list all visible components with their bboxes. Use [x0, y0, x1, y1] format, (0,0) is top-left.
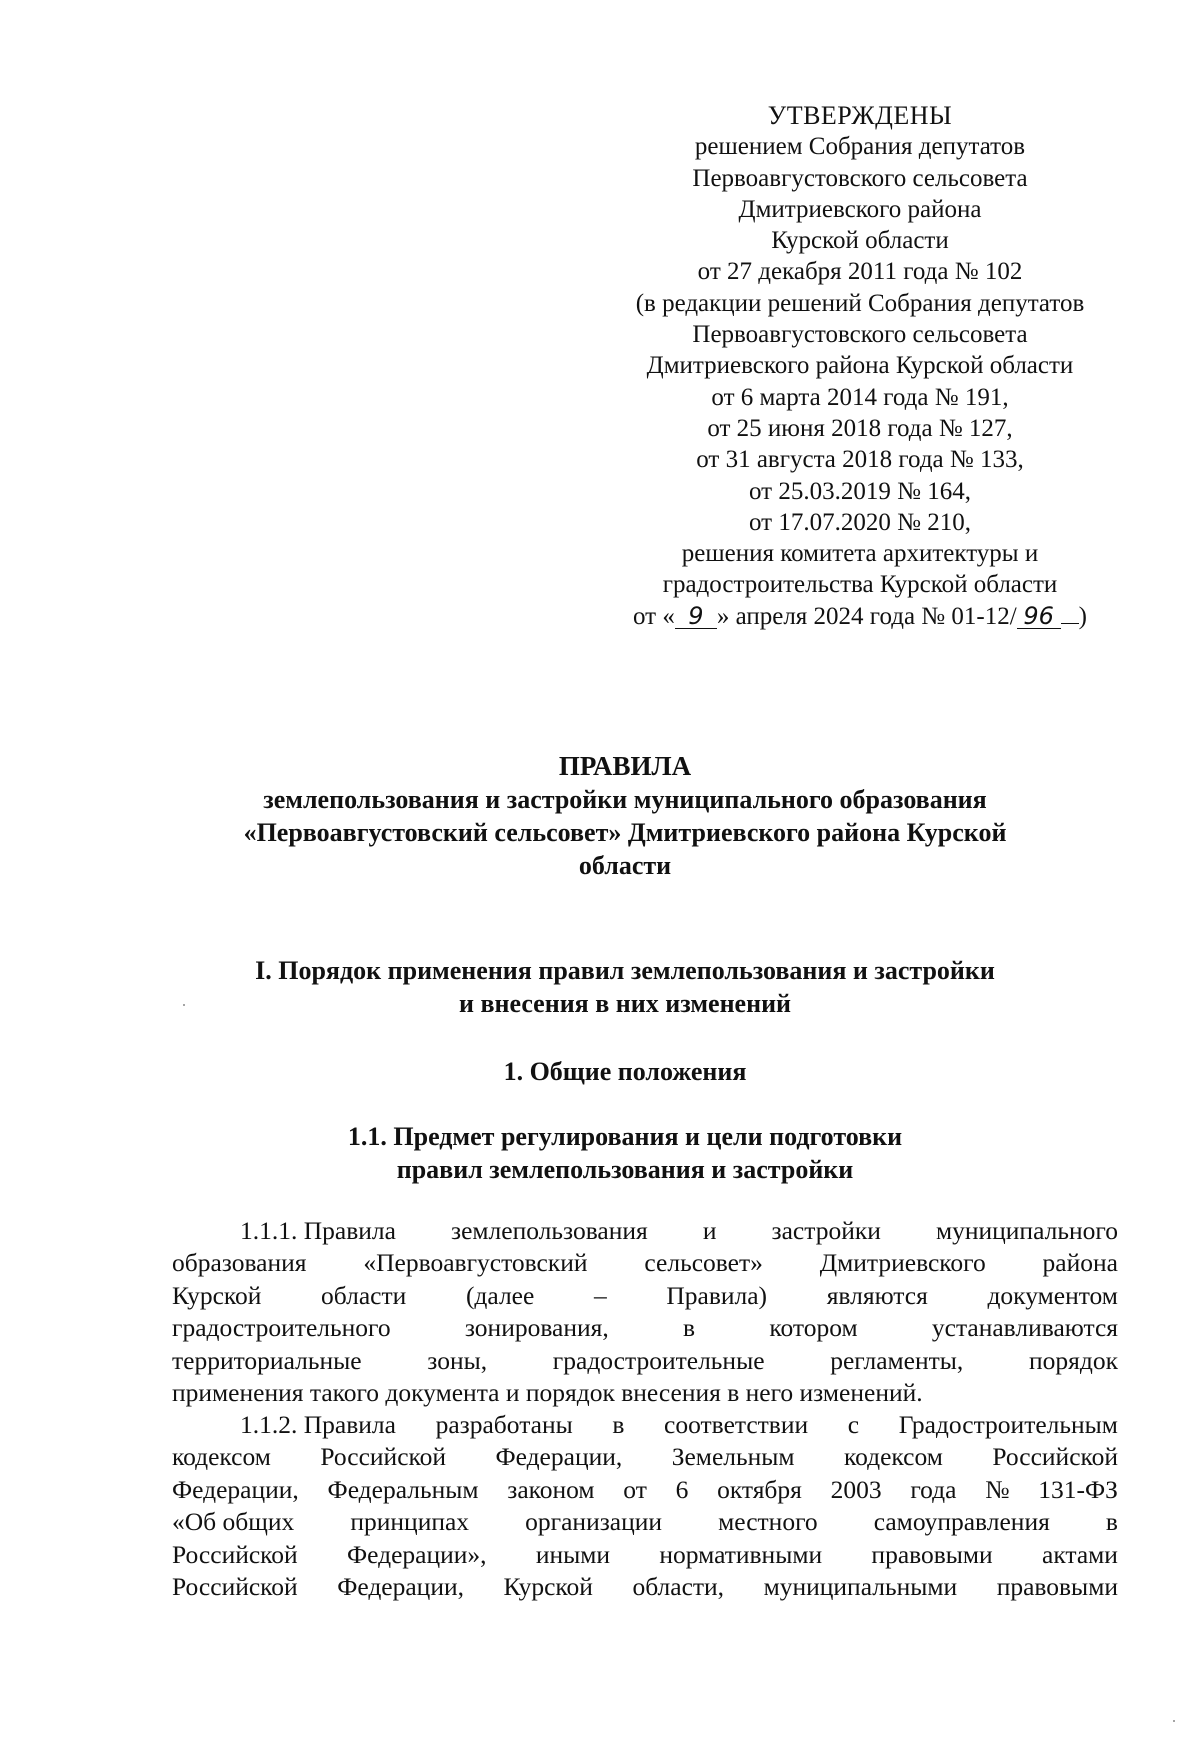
word: Федерации»,: [346, 1539, 487, 1569]
approval-block: [585, 100, 1135, 632]
word: 131-ФЗ: [1038, 1474, 1118, 1504]
word: Курской: [172, 1280, 262, 1310]
word: 1.1.2. Правила: [240, 1410, 396, 1439]
word: «Первоавгустовский: [363, 1248, 588, 1278]
title-line: области: [578, 851, 672, 880]
word: организации: [525, 1507, 663, 1537]
word: Федерации,: [495, 1442, 623, 1472]
approval-line: от 31 августа 2018 года № 133,: [696, 446, 1024, 474]
word: законом: [507, 1474, 595, 1504]
approval-line: Дмитриевского района: [738, 195, 982, 223]
word: актами: [1042, 1539, 1118, 1569]
approval-date-middle: » апреля 2024 года № 01-12/: [716, 602, 1017, 630]
word: 1.1.1. Правила: [240, 1216, 396, 1245]
word: зоны,: [427, 1345, 488, 1375]
word: градостроительного: [172, 1313, 391, 1343]
paragraph-line: [172, 1571, 1118, 1603]
handwritten-number: 96: [1017, 604, 1061, 629]
word: землепользования: [451, 1216, 648, 1245]
word: принципах: [350, 1507, 470, 1537]
approval-line: решения комитета архитектуры и: [681, 540, 1039, 568]
paragraph-line: [172, 1280, 1118, 1312]
word: порядок: [1028, 1345, 1118, 1375]
word: с: [847, 1410, 860, 1439]
title-main: ПРАВИЛА: [558, 751, 692, 781]
word: котором: [769, 1313, 858, 1343]
approval-line: Первоавгустовского сельсовета: [692, 164, 1028, 192]
paragraph-line: [172, 1215, 1118, 1247]
word: иными: [535, 1539, 611, 1569]
word: Федеральным: [327, 1474, 479, 1504]
word: нормативными: [659, 1539, 823, 1569]
word: Курской: [503, 1572, 593, 1602]
word: территориальные: [172, 1345, 362, 1375]
word: в: [612, 1410, 625, 1439]
title-line: землепользования и застройки муниципального образования: [263, 785, 987, 814]
word: устанавливаются: [931, 1313, 1118, 1343]
word: правовыми: [996, 1572, 1118, 1602]
scan-speck: [183, 1004, 185, 1006]
paragraph-line: [172, 1345, 1118, 1377]
approval-line: (в редакции решений Собрания депутатов: [635, 289, 1085, 317]
section-heading-line: и внесения в них изменений: [458, 989, 792, 1018]
subsection-heading: [150, 1055, 1100, 1088]
approval-line: от 25 июня 2018 года № 127,: [707, 414, 1013, 442]
word: «Об общих: [172, 1507, 295, 1537]
paragraph-line: [172, 1312, 1118, 1344]
approval-line: от 17.07.2020 № 210,: [749, 508, 971, 536]
word: (далее: [465, 1280, 535, 1310]
word: Дмитриевского: [819, 1248, 986, 1278]
word: октября: [717, 1474, 802, 1504]
word: муниципального: [935, 1216, 1118, 1245]
word: Федерации,: [172, 1474, 299, 1504]
word: 6: [675, 1474, 689, 1504]
word: и: [702, 1216, 717, 1245]
word: являются: [826, 1280, 928, 1310]
handwritten-day: 9: [675, 604, 717, 629]
approval-line: Первоавгустовского сельсовета: [692, 321, 1028, 349]
word: Градостроительным: [898, 1410, 1118, 1439]
word: Российской: [992, 1442, 1118, 1472]
scan-speck: [1173, 1720, 1175, 1722]
paragraph-line: [172, 1506, 1118, 1538]
word: от: [623, 1474, 647, 1504]
subsection-heading-line: правил землепользования и застройки: [396, 1155, 854, 1184]
subsection-heading-line: 1.1. Предмет регулирования и цели подготовки: [347, 1122, 903, 1151]
document-title: [150, 750, 1100, 882]
approval-last-line: [585, 601, 1135, 632]
word: образования: [172, 1248, 307, 1278]
word: года: [910, 1474, 957, 1504]
word: градостроительные: [552, 1345, 765, 1375]
approval-heading: УТВЕРЖДЕНЫ: [767, 101, 953, 130]
approval-line: от 25.03.2019 № 164,: [749, 477, 971, 505]
paragraph: [172, 1215, 1118, 1409]
word: Правила): [666, 1280, 768, 1310]
paragraph: [172, 1409, 1118, 1603]
word: области: [321, 1280, 407, 1310]
word: Российской: [172, 1572, 298, 1602]
word: кодексом: [172, 1442, 271, 1472]
approval-line: решением Собрания депутатов: [694, 133, 1026, 161]
approval-date-suffix: ): [1078, 602, 1087, 630]
word: разработаны: [435, 1410, 573, 1439]
paragraph-line: [172, 1441, 1118, 1473]
paragraph-line: [172, 1474, 1118, 1506]
subsection-heading: [150, 1120, 1100, 1186]
word: местного: [718, 1507, 818, 1537]
word: самоуправления: [873, 1507, 1050, 1537]
paragraph-line: [172, 1247, 1118, 1279]
word: муниципальными: [763, 1572, 958, 1602]
paragraph-line: [172, 1409, 1118, 1441]
paragraph-line: [172, 1539, 1118, 1571]
approval-line: Дмитриевского района Курской области: [646, 352, 1074, 380]
subsection-heading-line: 1. Общие положения: [503, 1057, 747, 1086]
paragraph-line: применения такого документа и порядок внесения в него изменений.: [172, 1378, 923, 1408]
word: Российской: [320, 1442, 446, 1472]
word: в: [683, 1313, 696, 1343]
approval-line: от 27 декабря 2011 года № 102: [697, 258, 1023, 286]
word: соответствии: [664, 1410, 809, 1439]
approval-line: Курской области: [771, 227, 949, 255]
word: Российской: [172, 1539, 298, 1569]
word: Земельным: [671, 1442, 795, 1472]
approval-line: от 6 марта 2014 года № 191,: [711, 383, 1009, 411]
handwritten-underline: [1061, 623, 1079, 624]
word: №: [985, 1474, 1010, 1504]
word: кодексом: [844, 1442, 943, 1472]
word: Федерации,: [337, 1572, 464, 1602]
section-heading-line: I. Порядок применения правил землепользования и застройки: [255, 956, 995, 985]
approval-date-prefix: от «: [632, 602, 675, 630]
word: сельсовет»: [644, 1248, 763, 1278]
title-line: «Первоавгустовский сельсовет» Дмитриевского района Курской: [243, 818, 1007, 847]
word: правовыми: [871, 1539, 993, 1569]
word: регламенты,: [830, 1345, 964, 1375]
word: района: [1042, 1248, 1118, 1278]
word: застройки: [771, 1216, 881, 1245]
approval-line: градостроительства Курской области: [662, 571, 1058, 599]
section-heading: [150, 954, 1100, 1020]
word: 2003: [830, 1474, 882, 1504]
word: области,: [632, 1572, 725, 1602]
word: –: [593, 1280, 607, 1310]
word: в: [1105, 1507, 1118, 1537]
word: документом: [987, 1280, 1118, 1310]
word: зонирования,: [464, 1313, 609, 1343]
